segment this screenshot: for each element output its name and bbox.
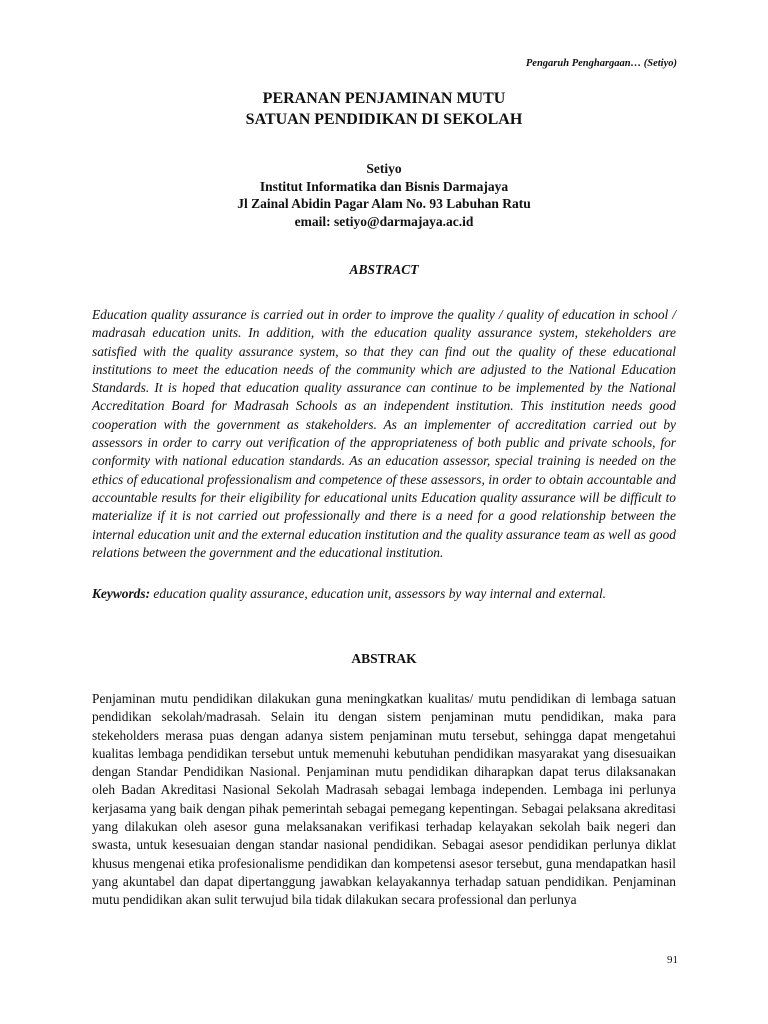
author-name: Setiyo bbox=[366, 161, 402, 176]
author-block bbox=[0, 160, 768, 230]
keywords-text: education quality assurance, education unit, assessors by way internal and external. bbox=[153, 586, 607, 601]
abstrak-heading: ABSTRAK bbox=[351, 651, 417, 666]
abstrak-body: Penjaminan mutu pendidikan dilakukan guna meningkatkan kualitas/ mutu pendidikan di lembaga satuan pendidikan sekolah/madrasah. Selain itu dengan sistem penjaminan mutu pendidikan, maka para stekeholders merasa puas dengan adanya sistem penjaminan mutu tersebut, sehingga dapat mengetahui kualitas lembaga pendidikan tersebut untuk memenuhi kebutuhan pendidikan masyarakat yang disesuaikan dengan Standar Pendidikan Nasional. Penjaminan mutu pendidikan diharapkan dapat terus dilaksanakan oleh Badan Akreditasi Nasional Sekolah Madrasah sebagai lembaga independen. Lembaga ini perlunya kerjasama yang baik dengan pihak pemerintah sebagai pemegang kepentingan. Sebagai pelaksana akreditasi yang dilakukan oleh asesor guna melaksanakan verifikasi terhadap kelayakan sekolah baik negeri dan swasta, untuk kesesuaian dengan standar nasional pendidikan. Sebagai asesor pendidikan perlunya diklat khusus mengenai etika profesionalisme pendidikan dan kompetensi asesor tersebut, guna mendapatkan hasil yang akuntabel dan dapat dipertanggung jawabkan kelayakannya terhadap satuan pendidikan. Penjaminan mutu pendidikan akan sulit terwujud bila tidak dilakukan secara professional dan perlunya bbox=[92, 691, 676, 908]
page-number: 91 bbox=[667, 954, 678, 966]
abstract-body: Education quality assurance is carried out in order to improve the quality / quality of education in school / madrasah education units. In addition, with the education quality assurance system, stekeholders are satisfied with the quality assurance system, so that they can find out the quality of these educational institutions to meet the education needs of the community which are adjusted to the National Education Standards. It is hoped that education quality assurance can continue to be implemented by the National Accreditation Board for Madrasah Schools as an independent institution. This institution needs good cooperation with the government as stakeholders. As an implementer of accreditation carried out by assessors in order to carry out verification of the appropriateness of both public and private schools, for conformity with national education standards. As an education assessor, special training is needed on the ethics of educational professionalism and competence of these assessors, in order to obtain accountable and accountable results for their eligibility for educational units Education quality assurance will be difficult to materialize if it is not carried out professionally and there is a need for a good relationship between the internal education unit and the external education institution and the quality assurance team as well as good relations between the government and the educational institution. bbox=[92, 307, 676, 560]
keywords bbox=[92, 585, 676, 603]
title-line-2: SATUAN PENDIDIKAN DI SEKOLAH bbox=[245, 111, 523, 128]
title-line-1: PERANAN PENJAMINAN MUTU bbox=[262, 90, 506, 107]
paper-title bbox=[0, 88, 768, 130]
author-address: Jl Zainal Abidin Pagar Alam No. 93 Labuhan Ratu bbox=[237, 196, 531, 211]
abstract-heading: ABSTRACT bbox=[349, 262, 419, 277]
author-email: email: setiyo@darmajaya.ac.id bbox=[294, 213, 474, 229]
keywords-label: Keywords: bbox=[92, 586, 151, 601]
running-head: Pengaruh Penghargaan… (Setiyo) bbox=[525, 58, 677, 69]
author-institution: Institut Informatika dan Bisnis Darmajaya bbox=[259, 178, 509, 194]
